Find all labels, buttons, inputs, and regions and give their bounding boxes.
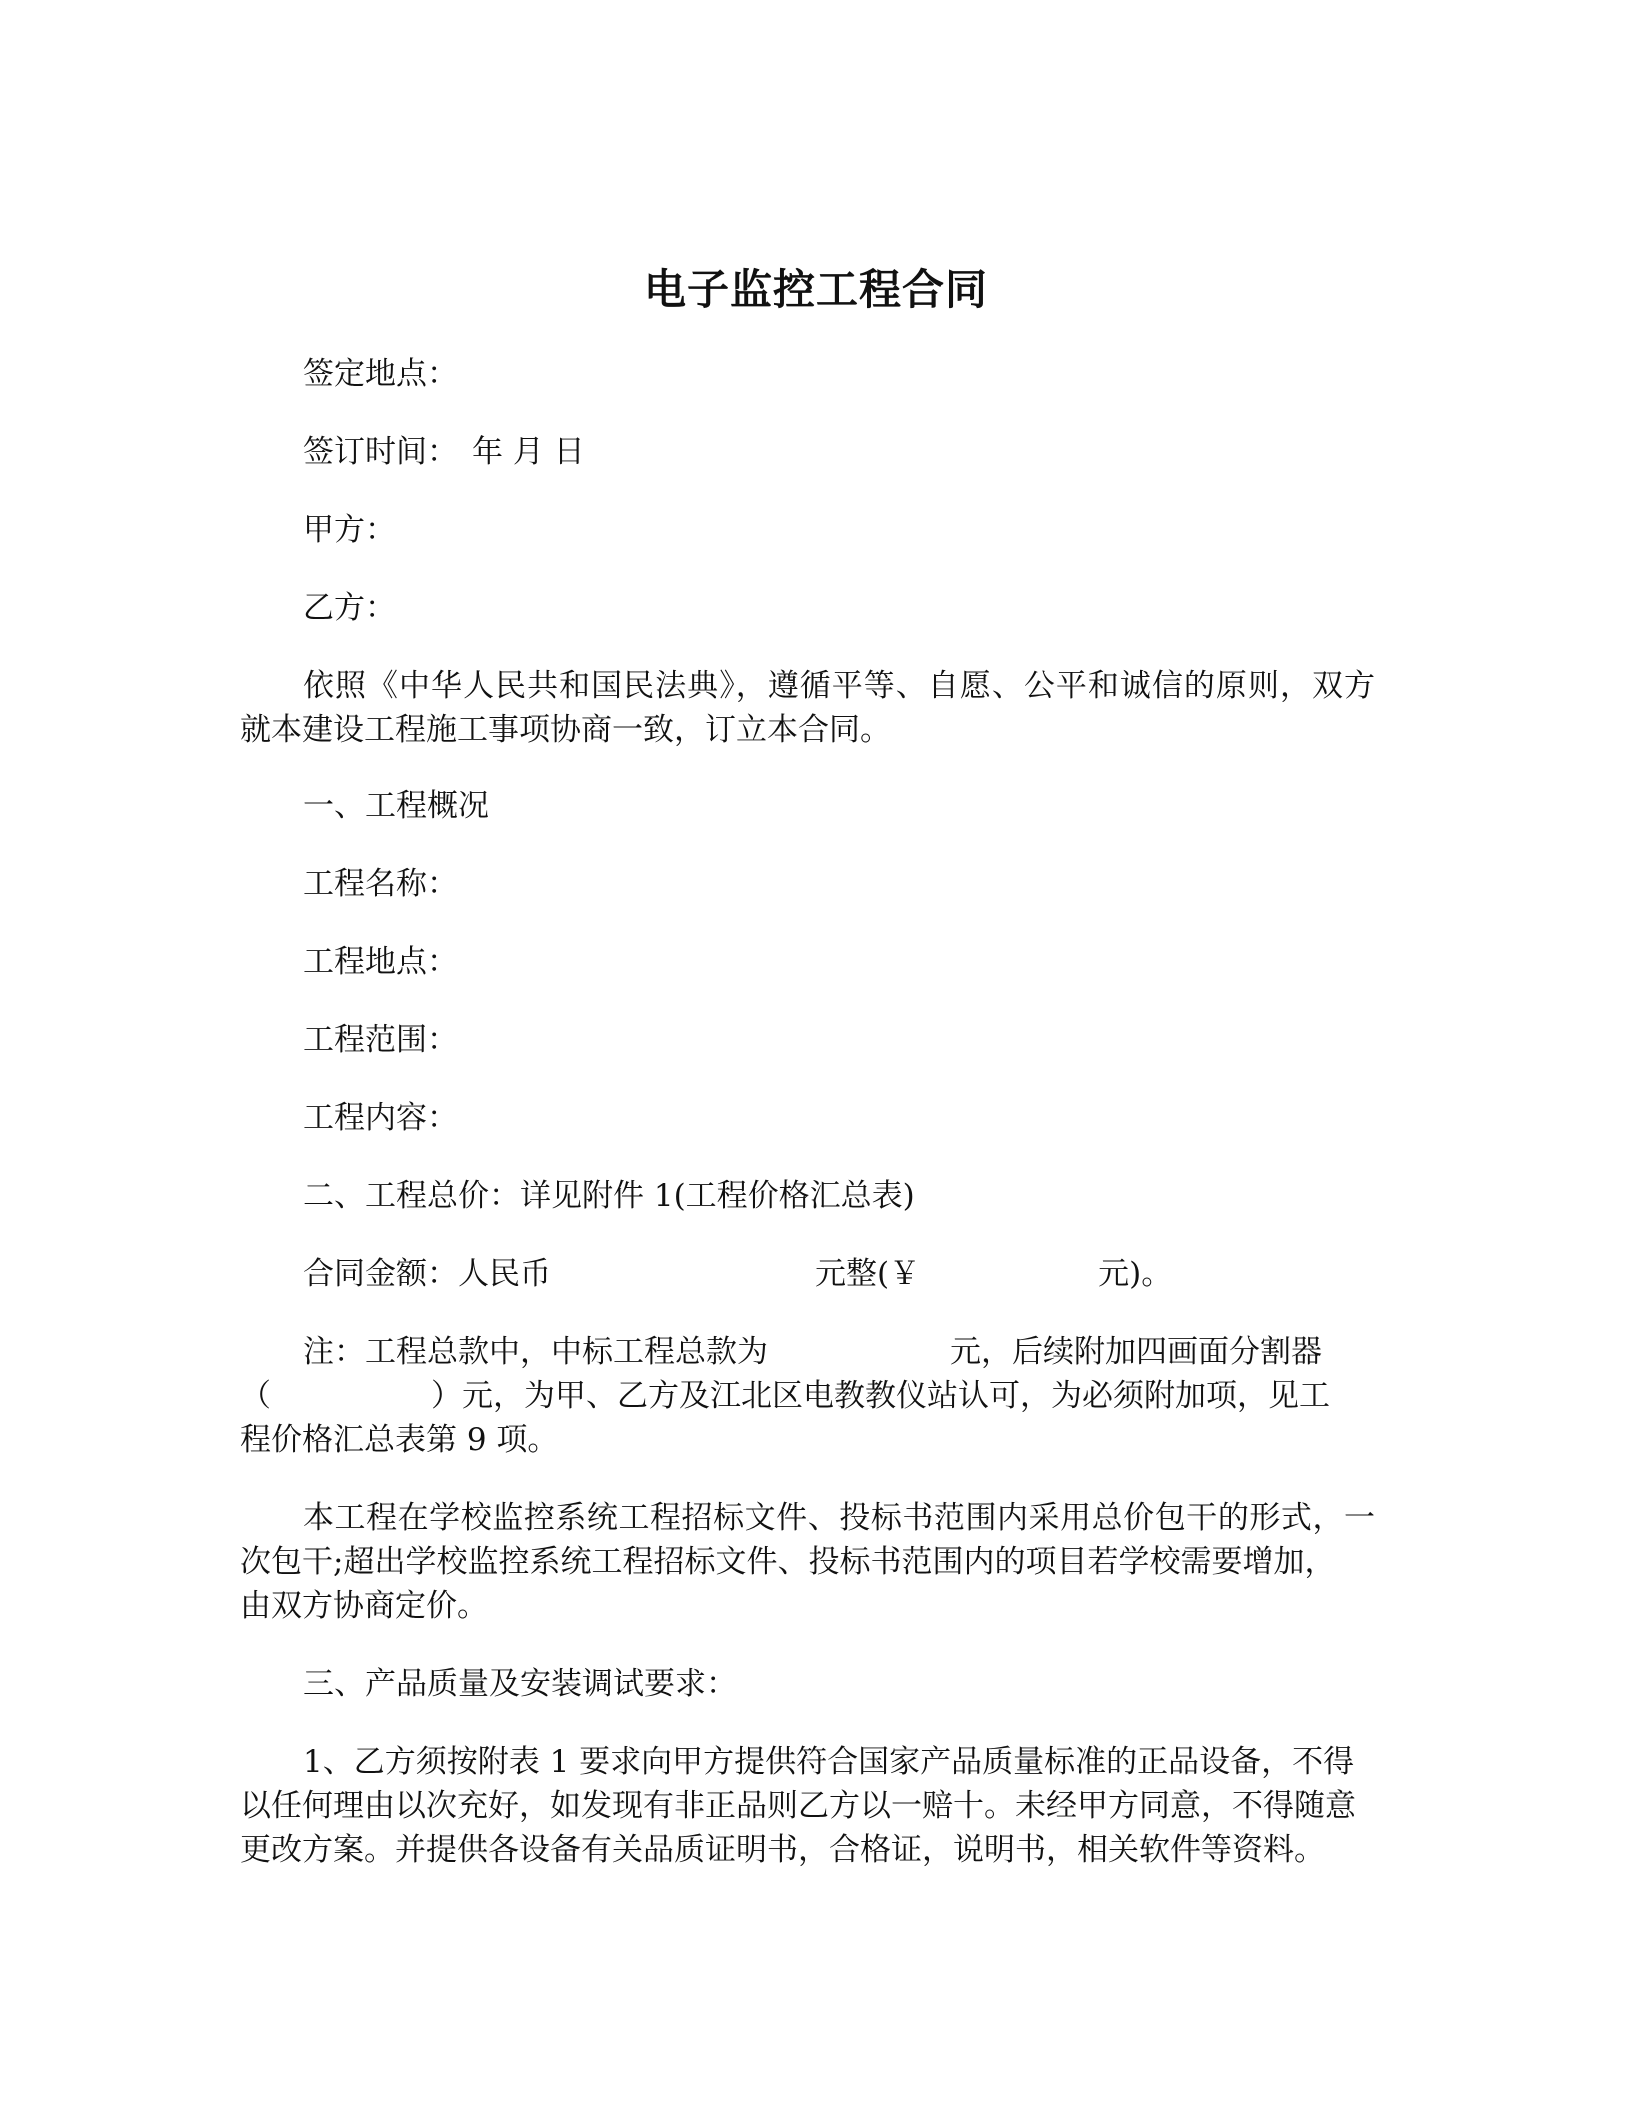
section-3-heading: 三、产品质量及安装调试要求： [303, 1666, 737, 1702]
lump-sum-line-3: 由双方协商定价。 [240, 1588, 488, 1624]
lump-sum-line-2: 次包干;超出学校监控系统工程招标文件、投标书范围内的项目若学校需要增加， [240, 1544, 1336, 1580]
amount-end-text: 元)。 [1098, 1256, 1173, 1292]
quality-item-1-line-1: 1、乙方须按附表 1 要求向甲方提供符合国家产品质量标准的正品设备，不得 [303, 1744, 1355, 1780]
sign-place-field: 签定地点： [303, 356, 458, 392]
sign-time-value: 年 月 日 [472, 434, 585, 470]
project-content-field: 工程内容： [303, 1100, 458, 1136]
sign-time-label: 签订时间： [303, 434, 458, 470]
note-line-2-paren: （ [240, 1378, 271, 1414]
project-location-field: 工程地点： [303, 944, 458, 980]
note-line-2-rest: ）元，为甲、乙方及江北区电教教仪站认可，为必须附加项，见工 [431, 1378, 1330, 1414]
note-line-1-end: 元，后续附加四画面分割器 [950, 1334, 1322, 1370]
party-a-field: 甲方： [303, 512, 396, 548]
note-line-1-start: 注：工程总款中，中标工程总款为 [303, 1334, 768, 1370]
contract-amount-line [303, 1252, 1172, 1296]
document-title: 电子监控工程合同 [643, 265, 988, 314]
section-2-heading: 二、工程总价：详见附件 1(工程价格汇总表) [303, 1178, 915, 1214]
party-b-field: 乙方： [303, 590, 396, 626]
amount-label: 合同金额：人民币 [303, 1256, 551, 1292]
note-line-2 [240, 1374, 1330, 1418]
quality-item-1-line-3: 更改方案。并提供各设备有关品质证明书，合格证，说明书，相关软件等资料。 [240, 1832, 1325, 1868]
quality-item-1-line-2: 以任何理由以次充好，如发现有非正品则乙方以一赔十。未经甲方同意，不得随意 [240, 1788, 1356, 1824]
note-line-3: 程价格汇总表第 9 项。 [240, 1422, 559, 1458]
intro-line-1: 依照《中华人民共和国民法典》，遵循平等、自愿、公平和诚信的原则，双方 [303, 668, 1375, 704]
amount-mid-text: 元整(￥ [815, 1256, 921, 1292]
lump-sum-line-1: 本工程在学校监控系统工程招标文件、投标书范围内采用总价包干的形式，一 [303, 1500, 1375, 1536]
intro-line-2: 就本建设工程施工事项协商一致，订立本合同。 [240, 712, 891, 748]
note-line-1 [303, 1330, 1322, 1374]
section-1-heading: 一、工程概况 [303, 788, 489, 824]
sign-time-field [303, 430, 585, 474]
project-name-field: 工程名称： [303, 866, 458, 902]
project-scope-field: 工程范围： [303, 1022, 458, 1058]
